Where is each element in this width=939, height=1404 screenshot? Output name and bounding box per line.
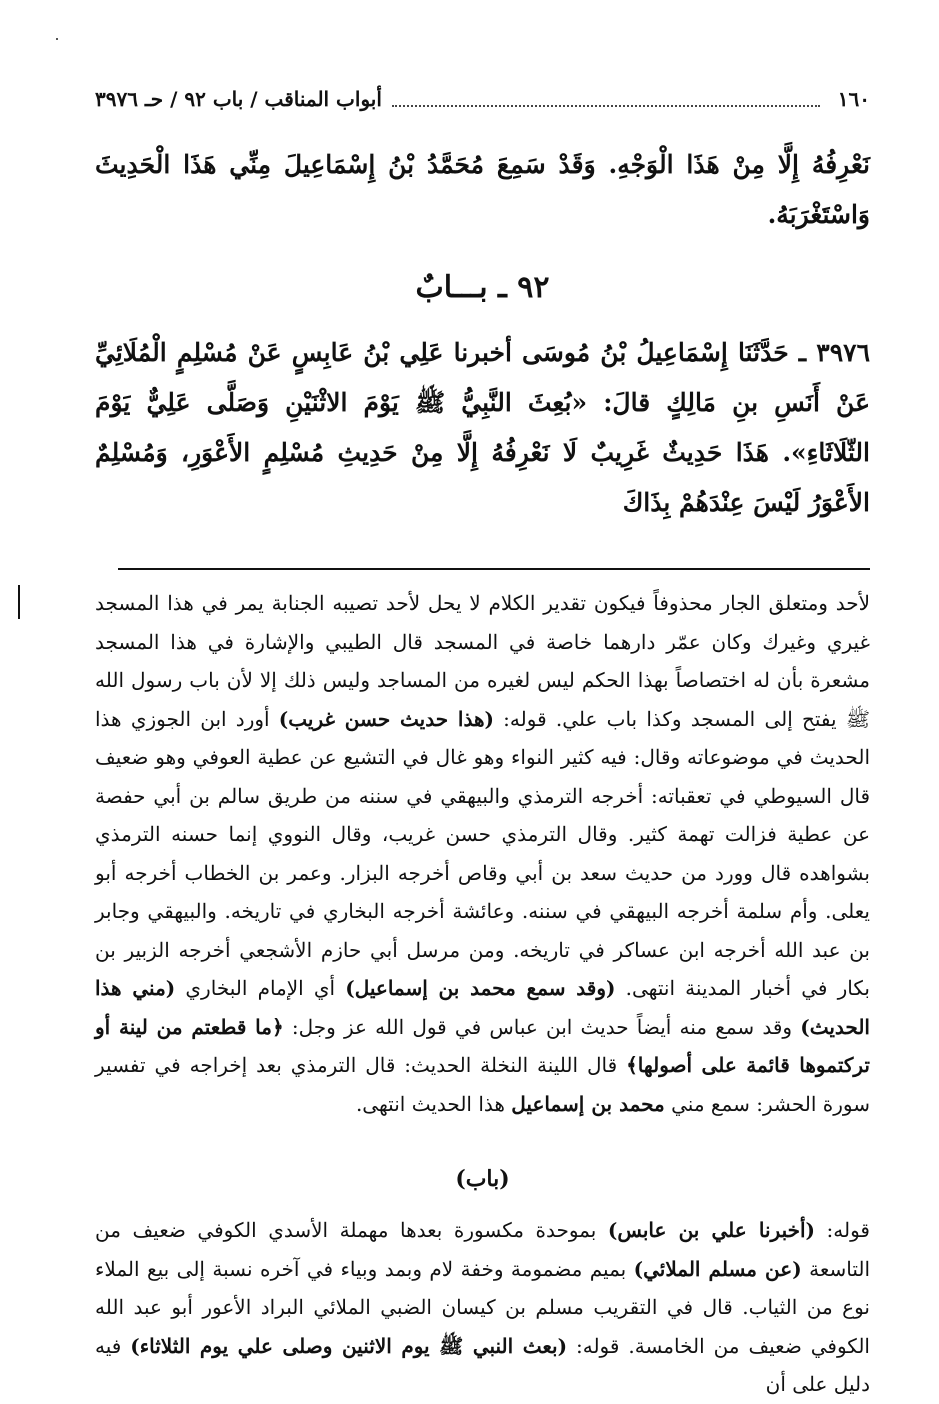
header-dot-leader <box>392 91 820 107</box>
commentary-text: بموحدة مكسورة بعدها مهملة الأسدي الكوفي ضعيف من التاسعة <box>95 1218 871 1281</box>
commentary-quote: محمد بن إسماعيل <box>511 1091 665 1116</box>
commentary-quote: (وقد سمع محمد بن إسماعيل) <box>345 976 616 1000</box>
book-page <box>95 84 870 1404</box>
commentary-quote: (عن مسلم الملائي) <box>633 1256 802 1281</box>
commentary-text: فيه دليل على أن <box>95 1333 870 1396</box>
commentary-text: أورد ابن الجوزي هذا الحديث في موضوعاته وقال: فيه كثير النواء وهو غال في التشيع عن عطية العوفي وهو ضعيف قال السيوطي في تعقباته: أخرجه الترمذي والبيهقي في سننه من طريق سالم بن أبي حفصة عن عطية فزالت تهمة كثير. وقال الترمذي حسن غريب، وقال النووي إنما حسنه الترمذي بشواهده قال وورد من حديث سعد بن أبي وقاص أخرجه البزار. وعمر بن الخطاب أخرجه أبو يعلى. وأم سلمة أخرجه البيهقي في سننه. وعائشة أخرجه البخاري في تاريخه. والبيهقي وجابر بن عبد الله أخرجه ابن عساكر في تاريخه. ومن مرسل أبي حازم الأشجعي أخرجه الزبير بن بكار في أخبار المدينة انتهى. <box>95 706 870 1000</box>
scan-speck <box>56 38 58 40</box>
commentary-quote: (مني هذا الحديث) <box>95 976 870 1039</box>
page-header <box>95 84 870 114</box>
commentary-quote: (بعث النبي ﷺ يوم الاثنين وصلى علي يوم الثلاثاء) <box>130 1333 568 1358</box>
commentary-paragraph-1 <box>95 584 870 1123</box>
quran-quote: ﴿ما قطعتم من لينة أو تركتموها قائمة على أصولها﴾ <box>95 1014 870 1077</box>
commentary-paragraph-2 <box>95 1211 870 1404</box>
margin-mark <box>18 585 20 619</box>
hadith-number: ٣٩٧٦ <box>816 338 870 367</box>
hadith-text <box>95 328 870 528</box>
commentary-quote: (أخبرنا علي بن عابس) <box>607 1218 815 1242</box>
commentary-text: بميم مضمومة وخفة لام وبمد وبياء في آخره نسبة إلى بيع الملاء نوع من الثياب. قال في التقريب مسلم بن كيسان الضبي الملائي البراد الأعور أبو عبد الله الكوفي ضعيف من الخامسة. قوله: <box>95 1256 870 1358</box>
chapter-heading: ٩٢ ـ بـــابٌ <box>415 270 550 305</box>
commentary-text: قوله: <box>815 1218 870 1242</box>
running-title: أبواب المناقب / باب ٩٢ / حـ ٣٩٧٦ <box>95 87 382 111</box>
page-number: ١٦٠ <box>837 87 870 111</box>
commentary-bab-heading: (باب) <box>455 1166 510 1192</box>
commentary-text: لأحد ومتعلق الجار محذوفاً فيكون تقدير الكلام لا يحل لأحد تصيبه الجنابة يمر في هذا المسجد غيري وغيرك وكان عمّر دارهما خاصة في المسجد قال الطيبي والإشارة في هذا المسجد مشعرة بأن له اختصاصاً بهذا الحكم ليس لغيره من المساجد وليس ذلك إلا لأن باب رسول الله ﷺ يفتح إلى المسجد وكذا باب علي. قوله: <box>95 591 870 731</box>
commentary-text: وقد سمع منه أيضاً حديث ابن عباس في قول الله عز وجل: <box>283 1014 801 1039</box>
commentary-text: قال اللينة النخلة الحديث: قال الترمذي بعد إخراجه في تفسير سورة الحشر: سمع مني <box>95 1053 870 1116</box>
main-continuation: نَعْرِفُهُ إِلَّا مِنْ هَذَا الْوَجْهِ. وَقَدْ سَمِعَ مُحَمَّدُ بْنُ إِسْمَاعِيلَ مِنِّي هَذَا الْحَدِيثَ وَاسْتَغْرَبَهُ. <box>95 150 870 229</box>
commentary-text: أي الإمام البخاري <box>175 976 346 1000</box>
commentary-text: هذا الحديث انتهى. <box>355 1091 512 1116</box>
hadith-body: ـ حَدَّثَنَا إِسْمَاعِيلُ بْنُ مُوسَى أخبرنا عَلِي بْنُ عَابِسٍ عَنْ مُسْلِمٍ الْمُلَائِيِّ عَنْ أَنَسِ بنِ مَالِكٍ قالَ: «بُعِثَ النَّبِيُّ ﷺ يَوْمَ الاثْنَيْنِ وَصَلَّى عَلِيٌّ يَوْمَ الثّلَاثَاءِ». هَذَا حَدِيثٌ غَرِيبٌ لَا نَعْرِفُهُ إِلَّا مِنْ حَدِيثِ مُسْلِمٍ الأَعْوَرِ، وَمُسْلِمٌ الأَعْوَرُ لَيْسَ عِنْدَهُمْ بِذَاكَ <box>95 338 870 517</box>
commentary-quote: (هذا حديث حسن غريب) <box>278 706 494 731</box>
footnote-separator <box>118 568 870 570</box>
